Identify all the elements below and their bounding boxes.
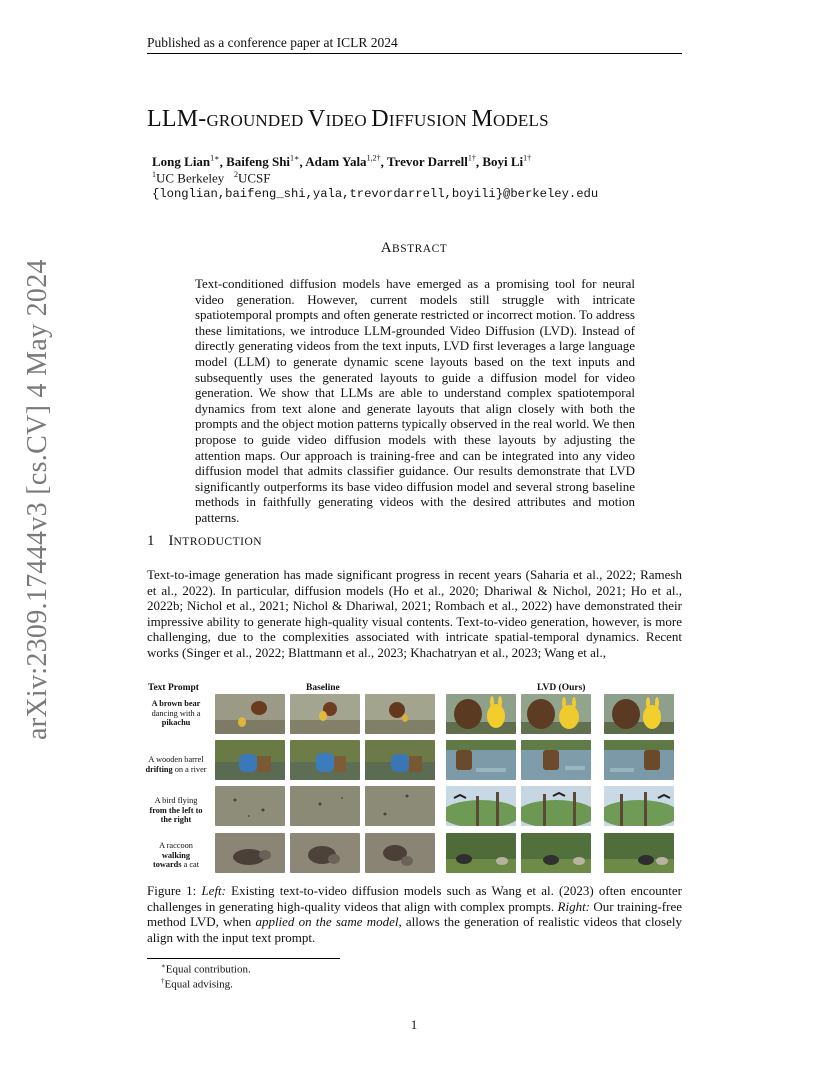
lvd-frame	[446, 694, 516, 734]
author: Long Lian$^{1∗}$	[152, 154, 220, 170]
baseline-frame	[365, 694, 435, 734]
lvd-frame	[446, 833, 516, 873]
baseline-frame	[365, 786, 435, 826]
header-rule	[147, 53, 682, 54]
figure-row-prompt: A brown bear dancing with a pikachu	[151, 699, 201, 728]
baseline-frame	[215, 740, 285, 780]
page-number: 1	[410, 1017, 418, 1032]
figure-caption: Figure 1: Left: Existing text-to-video diffusion models such as Wang et al. (2023) often encounter challenges in generating high-quality videos that align with complex prompts. Right: Our training-free method LVD, when applied on the same model, allows the generation of realistic videos that closely align with the input text prompt.	[147, 883, 683, 945]
lvd-frame	[521, 786, 591, 826]
abstract-heading: ABSTRACT	[380, 240, 448, 256]
footnote: †Equal advising.	[161, 977, 233, 991]
author-list: Long Lian$^{1∗}$, Baifeng Shi$^{1∗}$, Adam Yala$^{1,2\dagger}$, Trevor Darrell$^{1\dagger}$, Boyi $Li^{1\dagger}$	[152, 154, 532, 170]
baseline-frame	[365, 740, 435, 780]
author-emails: {longlian,baifeng_shi,yala,trevordarrell,boyili}@berkeley.edu	[152, 187, 599, 201]
author: Adam Yala$^{1,2\dagger}$	[305, 154, 381, 170]
baseline-frame	[290, 833, 360, 873]
lvd-frame	[446, 740, 516, 780]
author: Trevor Darrell$^{1\dagger}$	[386, 154, 476, 170]
figure-col-text-prompt: Text Prompt	[148, 683, 199, 693]
baseline-frame	[215, 786, 285, 826]
paper-title: LLM-GROUNDED VIDEO DIFFUSION MODELS	[147, 106, 549, 132]
baseline-frame	[365, 833, 435, 873]
baseline-frame	[290, 740, 360, 780]
baseline-frame	[215, 833, 285, 873]
lvd-frame	[604, 694, 674, 734]
baseline-frame	[290, 694, 360, 734]
baseline-frame	[290, 786, 360, 826]
abstract-text: Text-conditioned diffusion models have emerged as a promising tool for neural video generation. However, current models still struggle with intricate spatiotemporal prompts and often generate restricted or incorrect motion. To address these limitations, we introduce LLM-grounded Video Diffusion (LVD). Instead of directly generating videos from the text inputs, LVD first leverages a large language model (LLM) to generate dynamic scene layouts based on the text inputs and subsequently uses the generated layouts to guide a diffusion model for video generation. We show that LLMs are able to understand complex spatiotemporal dynamics from text alone and generate layouts that align closely with both the prompts and the object motion patterns typically observed in the real world. We then propose to guide video diffusion models with these layouts by adjusting the attention maps. Our approach is training-free and can be integrated into any video diffusion model that admits classifier guidance. Our results demonstrate that LVD significantly outperforms its base video diffusion model and several strong baseline methods in faithfully generating videos with the desired attributes and motion patterns.	[195, 276, 635, 525]
affiliations: $^1$UC Berkeley $^2$UCSF	[152, 170, 271, 186]
author: Baifeng Shi$^{1∗}$	[226, 154, 300, 170]
figure-col-lvd: LVD (Ours)	[537, 683, 586, 693]
running-header: Published as a conference paper at ICLR 2024	[147, 35, 398, 50]
author: Boyi $Li^{1\dagger}$	[482, 154, 532, 170]
footnote-rule	[147, 958, 340, 959]
baseline-frame	[215, 694, 285, 734]
lvd-frame	[604, 833, 674, 873]
lvd-frame	[446, 786, 516, 826]
lvd-frame	[521, 740, 591, 780]
lvd-frame	[521, 833, 591, 873]
introduction-text: Text-to-image generation has made significant progress in recent years (Saharia et al., 2022; Ramesh et al., 2022). In particular, diffusion models (Ho et al., 2020; Dhariwal & Nichol, 2021; Ho et al., 2022b; Nichol et al., 2021; Nichol & Dhariwal, 2021; Rombach et al., 2022) have demonstrated their impressive ability to generate high-quality visual contents. Text-to-video generation, however, is more challenging, due to the complexities associated with intricate spatial-temporal dynamics. Recent works (Singer et al., 2022; Blattmann et al., 2023; Khachatryan et al., 2023; Wang et al.,	[147, 567, 682, 660]
figure-row-prompt: A wooden barrel drifting on a river	[145, 755, 207, 774]
lvd-frame	[521, 694, 591, 734]
section-heading-introduction: 1 INTRODUCTION	[147, 533, 263, 549]
footnote: ∗Equal contribution.	[161, 962, 251, 976]
lvd-frame	[604, 786, 674, 826]
lvd-frame	[604, 740, 674, 780]
figure-row-prompt: A bird flying from the left to the right	[149, 796, 203, 825]
figure-col-baseline: Baseline	[306, 683, 340, 693]
figure-row-prompt: A raccoon walking towards a cat	[152, 841, 200, 870]
arxiv-identifier: arXiv:2309.17444v3 [cs.CV] 4 May 2024	[22, 259, 53, 740]
